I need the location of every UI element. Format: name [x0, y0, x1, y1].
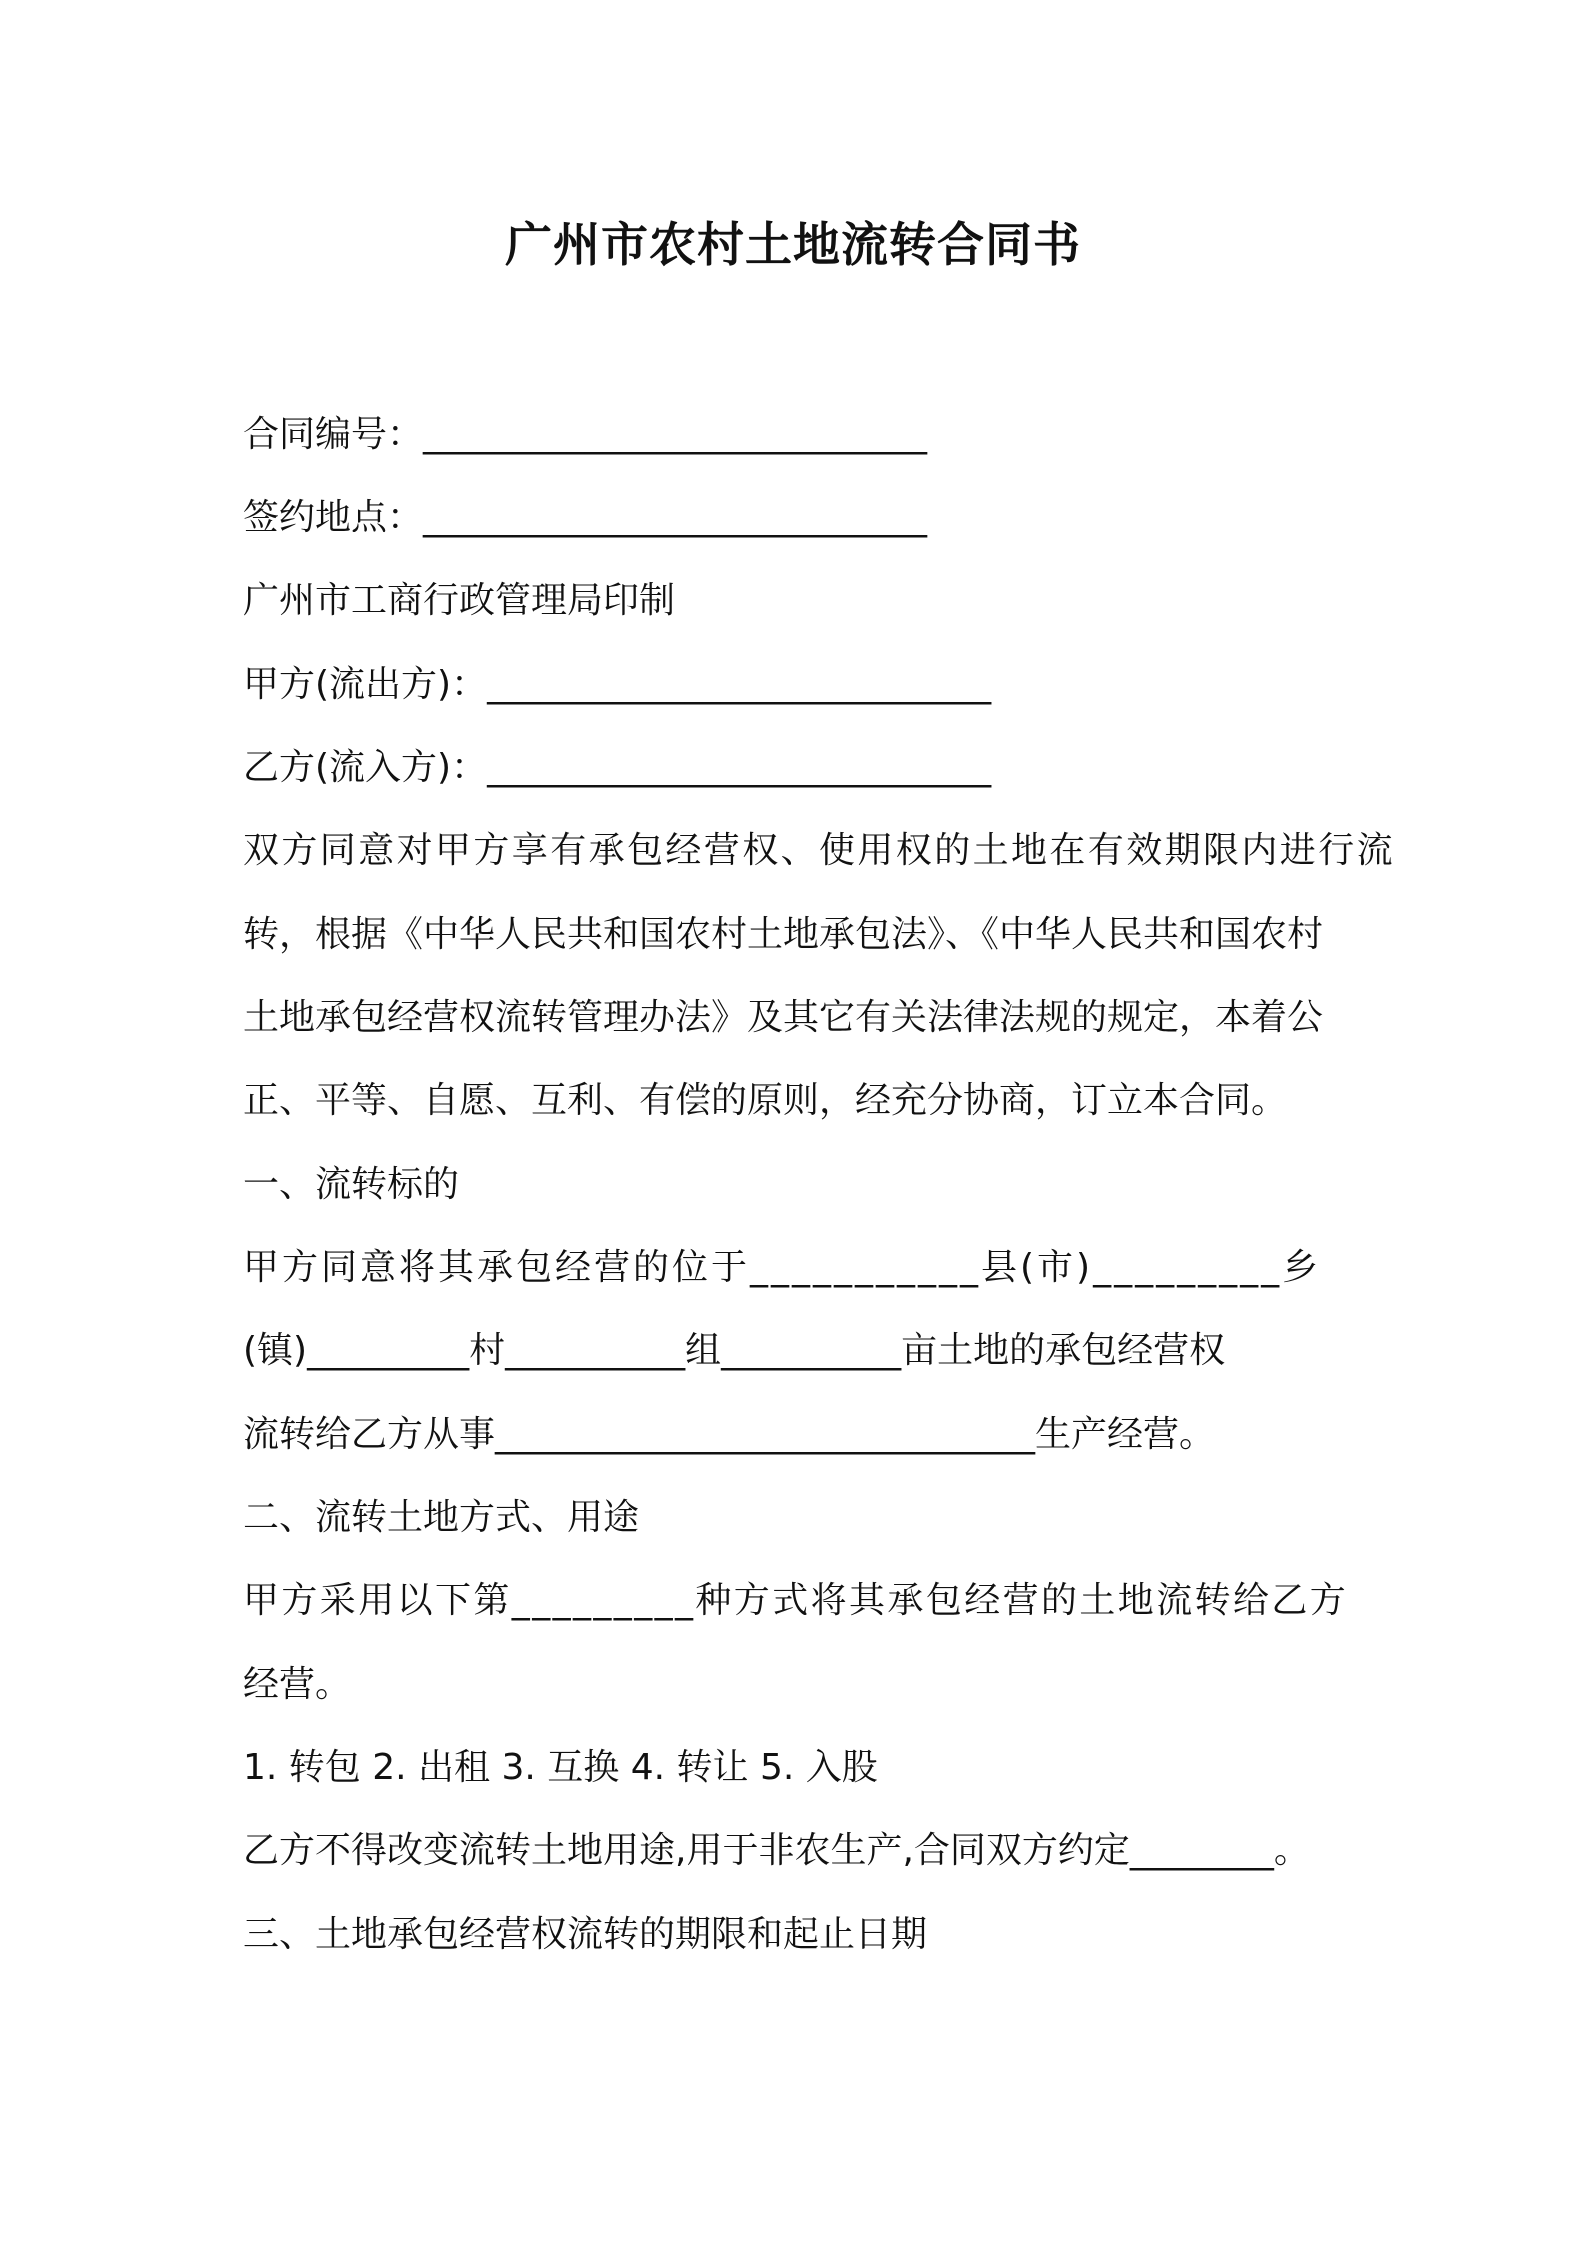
section-1-line-2: (镇)_________村__________组__________亩土地的承包经营权 — [243, 1330, 1226, 1371]
section-1-line-3: 流转给乙方从事______________________________生产经营。 — [243, 1414, 1216, 1455]
party-a-line: 甲方(流出方)：____________________________ — [243, 664, 992, 705]
section-2-heading: 二、流转土地方式、用途 — [243, 1497, 640, 1538]
issuer-line: 广州市工商行政管理局印制 — [243, 580, 676, 621]
preamble-line-3: 土地承包经营权流转管理办法》及其它有关法律法规的规定，本着公 — [243, 997, 1324, 1038]
section-2-line-2: 经营。 — [243, 1664, 352, 1705]
section-1-line-1: 甲方同意将其承包经营的位于___________县(市)_________乡 — [243, 1247, 1322, 1288]
section-2-line-4: 乙方不得改变流转土地用途,用于非农生产,合同双方约定________。 — [243, 1830, 1310, 1871]
document-title: 广州市农村土地流转合同书 — [505, 218, 1081, 273]
preamble-line-4: 正、平等、自愿、互利、有偿的原则，经充分协商，订立本合同。 — [243, 1080, 1288, 1121]
section-2-line-1: 甲方采用以下第_________种方式将其承包经营的土地流转给乙方 — [243, 1580, 1349, 1621]
contract-number-line: 合同编号：____________________________ — [243, 414, 928, 455]
transfer-options-line: 1. 转包 2. 出租 3. 互换 4. 转让 5. 入股 — [243, 1747, 878, 1788]
preamble-line-2: 转，根据《中华人民共和国农村土地承包法》、《中华人民共和国农村 — [243, 914, 1324, 955]
section-3-heading: 三、土地承包经营权流转的期限和起止日期 — [243, 1914, 928, 1955]
preamble-line-1: 双方同意对甲方享有承包经营权、使用权的土地在有效期限内进行流 — [243, 830, 1396, 871]
party-b-line: 乙方(流入方)：____________________________ — [243, 747, 992, 788]
signing-place-line: 签约地点：____________________________ — [243, 497, 928, 538]
section-1-heading: 一、流转标的 — [243, 1164, 460, 1205]
